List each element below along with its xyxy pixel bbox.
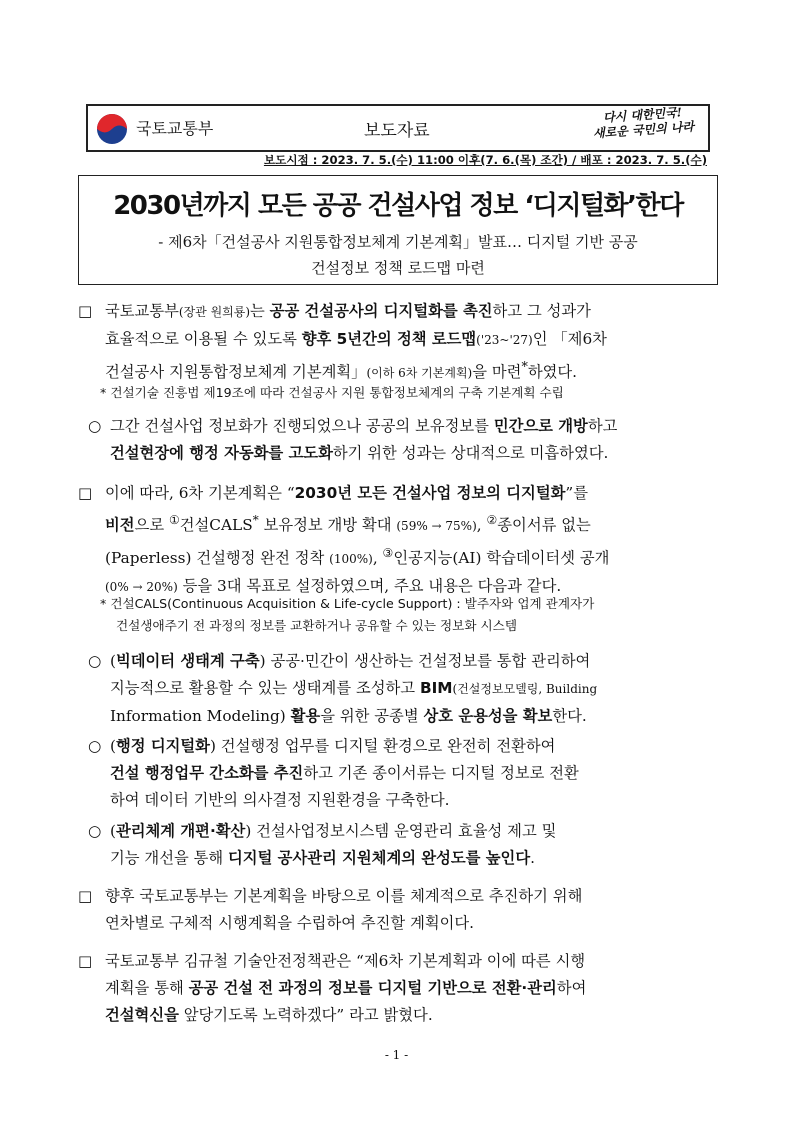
circle-bullet: ○ <box>88 652 102 670</box>
circle-item-4: (관리체계 개편·확산) 건설사업정보시스템 운영관리 효율성 제고 및 기능 개선을 통해 디지털 공사관리 지원체계의 완성도를 높인다. <box>110 822 557 867</box>
square-bullet: □ <box>78 484 93 502</box>
subtitle-line-1: - 제6차「건설공사 지원통합정보체계 기본계획」발표… 디지털 기반 공공 <box>158 233 638 251</box>
circle-bullet: ○ <box>88 737 102 755</box>
press-release-label: 보도자료 <box>364 121 430 141</box>
release-info: 보도시점 : 2023. 7. 5.(수) 11:00 이후(7. 6.(목) 조간) / 배포 : 2023. 7. 5.(수) <box>263 153 707 167</box>
circle-item-3: (행정 디지털화) 건설행정 업무를 디지털 환경으로 완전히 전환하여 건설 행정업무 간소화를 추진하고 기존 종이서류는 디지털 정보로 전환 하여 데이터 기반의 의사결정 지원환경을 구축한다. <box>110 737 579 809</box>
paragraph-2: 이에 따라, 6차 기본계획은 “2030년 모든 건설사업 정보의 디지털화”를 비전으로 ①건설CALS* 보유정보 개방 확대 (59% → 75%), ②종이서류 없는 (Paperless) 건설행정 완전 정착 (100%), ③인공지능(AI) 학습데이터셋 공개 (0% → 20%) 등을 3대 목표로 설정하였으며, 주요 내용은 다음과 같다. <box>105 484 610 596</box>
circle-bullet: ○ <box>88 417 102 435</box>
ministry-name: 국토교통부 <box>136 119 214 138</box>
subtitle-line-2: 건설정보 정책 로드맵 마련 <box>311 259 485 277</box>
subtitle <box>86 229 710 281</box>
paragraph-4: 국토교통부 김규철 기술안전정책관은 “제6차 기본계획과 이에 따른 시행 계획을 통해 공공 건설 전 과정의 정보를 디지털 기반으로 전환·관리하여 건설혁신을 앞당기도록 노력하겠다” 라고 밝혔다. <box>105 952 587 1024</box>
slogan-line-2: 새로운 국민의 나라 <box>592 119 695 141</box>
page-title: 2030년까지 모든 공공 건설사업 정보 ‘디지털화’한다 <box>113 191 683 221</box>
government-emblem-icon <box>96 113 128 145</box>
footnote-1: * 건설기술 진흥법 제19조에 따라 건설공사 지원 통합정보체계의 구축 기본계획 수립 <box>100 385 564 400</box>
page-number: - 1 - <box>384 1048 409 1062</box>
square-bullet: □ <box>78 952 93 970</box>
slogan-line-1: 다시 대한민국! <box>602 105 683 125</box>
circle-item-2: (빅데이터 생태계 구축) 공공·민간이 생산하는 건설정보를 통합 관리하여 지능적으로 활용할 수 있는 생태계를 조성하고 BIM(건설정보모델링, Building Information Modeling) 활용을 위한 공종별 상호 운용성을 확보한다. <box>110 652 598 725</box>
paragraph-1: 국토교통부(장관 원희룡)는 공공 건설공사의 디지털화를 촉진하고 그 성과가 효율적으로 이용될 수 있도록 향후 5년간의 정책 로드맵('23~'27)인 「제6차 건설공사 지원통합정보체계 기본계획」(이하 6차 기본계획)을 마련*하였다. <box>105 302 607 382</box>
circle-item-1: 그간 건설사업 정보화가 진행되었으나 공공의 보유정보를 민간으로 개방하고 건설현장에 행정 자동화를 고도화하기 위한 성과는 상대적으로 미흡하였다. <box>110 417 618 462</box>
circle-bullet: ○ <box>88 822 102 840</box>
square-bullet: □ <box>78 302 93 320</box>
paragraph-3: 향후 국토교통부는 기본계획을 바탕으로 이를 체계적으로 추진하기 위해 연차별로 구체적 시행계획을 수립하여 추진할 계획이다. <box>105 887 583 932</box>
footnote-2: * 건설CALS(Continuous Acquisition & Life-cycle Support) : 발주자와 업계 관계자가 건설생애주기 전 과정의 정보를 교환하거나 공유할 수 있는 정보화 시스템 <box>100 596 595 633</box>
square-bullet: □ <box>78 887 93 905</box>
